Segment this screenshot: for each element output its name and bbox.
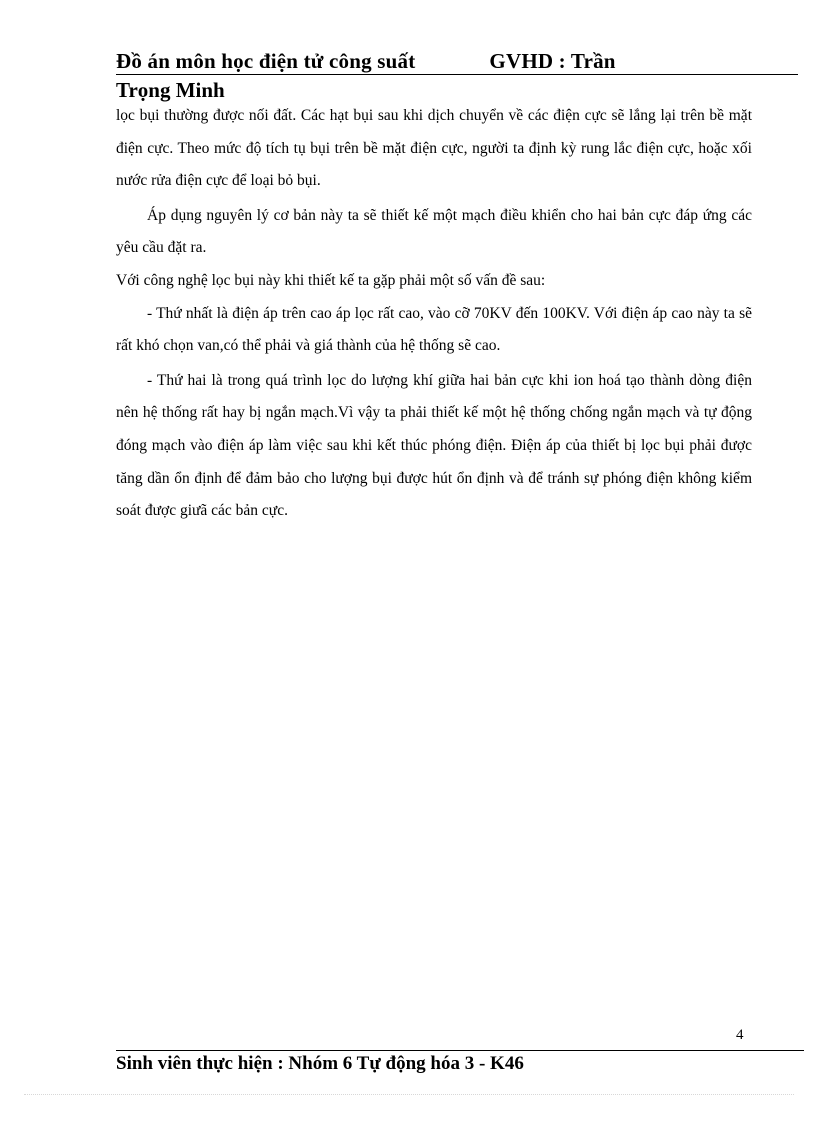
course-title: Đồ án môn học điện tử công suất	[116, 49, 416, 73]
paragraph-dust-settling: lọc bụi thường được nối đất. Các hạt bụi sau khi dịch chuyển về các điện cực sẽ lắng lại trên bề mặt điện cực. Theo mức độ tích tụ bụi trên bề mặt điện cực, người ta định kỳ rung lắc điện cực, hoặc xối nước rửa điện cực để loại bỏ bụi.	[116, 107, 752, 190]
paragraph-first-problem: - Thứ nhất là điện áp trên cao áp lọc rất cao, vào cỡ 70KV đến 100KV. Với điện áp cao này ta sẽ rất khó chọn van,có thể phải và giá thành của hệ thống sẽ cao.	[116, 304, 752, 355]
page-header	[116, 48, 804, 75]
paragraph-problems-intro: Với công nghệ lọc bụi này khi thiết kế ta gặp phải một số vấn đề sau:	[116, 271, 546, 289]
header-title-line	[116, 48, 804, 75]
header-divider	[116, 74, 798, 75]
supervisor-label: GVHD : Trần	[489, 49, 616, 73]
page-bottom-edge	[24, 1094, 794, 1095]
supervisor-name: Trọng Minh	[116, 78, 225, 102]
footer-divider	[116, 1050, 804, 1051]
paragraph-design-principle: Áp dụng nguyên lý cơ bản này ta sẽ thiết kế một mạch điều khiển cho hai bản cực đáp ứng các yêu cầu đặt ra.	[116, 206, 752, 257]
page-number: 4	[736, 1027, 744, 1043]
page-footer: Sinh viên thực hiện : Nhóm 6 Tự động hóa 3 - K46	[116, 1053, 524, 1074]
paragraph-second-problem: - Thứ hai là trong quá trình lọc do lượng khí giữa hai bản cực khi ion hoá tạo thành dòng điện nên hệ thống rất hay bị ngắn mạch.Vì vậy ta phải thiết kế một hệ thống chống ngắn mạch và tự động đóng mạch vào điện áp làm việc sau khi kết thúc phóng điện. Điện áp của thiết bị lọc bụi phải được tăng dần ổn định để đảm bảo cho lượng bụi được hút ổn định và để tránh sự phóng điện không kiểm soát được giưã các bản cực.	[116, 371, 752, 520]
document-body	[116, 100, 752, 528]
